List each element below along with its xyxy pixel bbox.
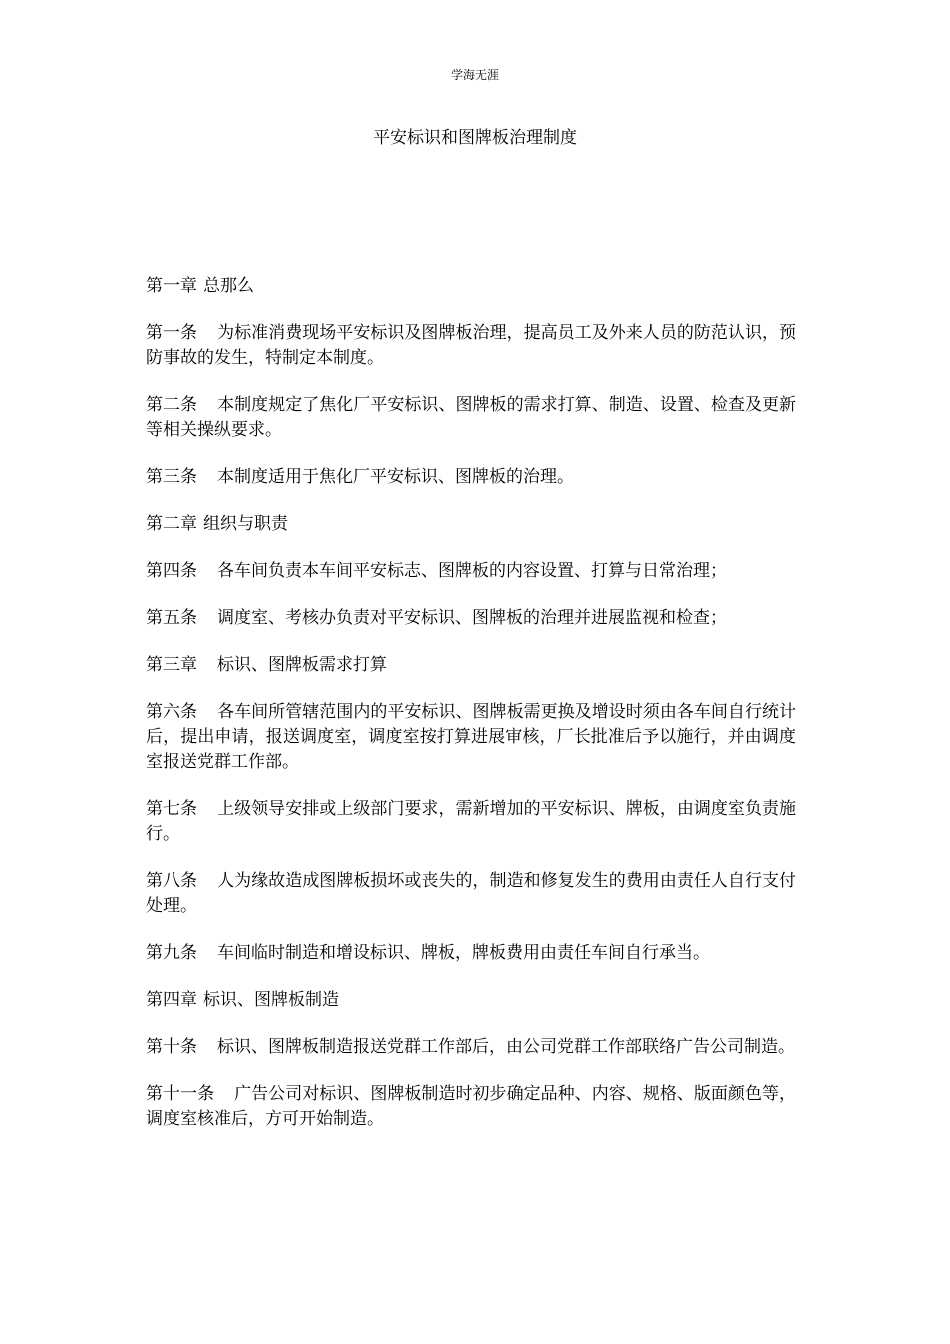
article-number: 第九条 (146, 943, 197, 963)
chapter-title: 总那么 (203, 276, 254, 296)
chapter-number: 第二章 (146, 514, 197, 534)
chapter-heading (146, 653, 796, 678)
article-text: 调度室、考核办负责对平安标识、图牌板的治理并进展监视和检查； (217, 608, 727, 628)
article-number: 第四条 (146, 561, 197, 581)
chapter-number: 第一章 (146, 276, 197, 296)
chapter-heading (146, 274, 796, 299)
article-number: 第五条 (146, 608, 197, 628)
article-number: 第六条 (146, 702, 198, 722)
article-paragraph (146, 869, 796, 919)
article-number: 第二条 (146, 395, 198, 415)
article-text: 本制度规定了焦化厂平安标识、图牌板的需求打算、制造、设置、检查及更新等相关操纵要求。 (146, 395, 797, 440)
article-text: 标识、图牌板制造报送党群工作部后，由公司党群工作部联络广告公司制造。 (217, 1037, 795, 1057)
article-paragraph (146, 465, 796, 490)
article-text: 为标准消费现场平安标识及图牌板治理，提高员工及外来人员的防范认识，预防事故的发生，特制定本制度。 (146, 323, 797, 368)
article-paragraph (146, 393, 796, 443)
article-number: 第十一条 (146, 1084, 215, 1104)
article-paragraph (146, 1082, 796, 1132)
chapter-title: 组织与职责 (203, 514, 288, 534)
article-number: 第十条 (146, 1037, 197, 1057)
article-paragraph (146, 700, 796, 775)
article-number: 第三条 (146, 467, 197, 487)
chapter-title: 标识、图牌板需求打算 (217, 655, 387, 675)
article-paragraph (146, 606, 796, 631)
page-title: 平安标识和图牌板治理制度 (373, 128, 577, 148)
article-text: 各车间所管辖范围内的平安标识、图牌板需更换及增设时须由各车间自行统计后，提出申请，报送调度室，调度室按打算进展审核，厂长批准后予以施行，并由调度室报送党群工作部。 (146, 702, 797, 772)
article-text: 本制度适用于焦化厂平安标识、图牌板的治理。 (217, 467, 574, 487)
article-paragraph (146, 1035, 796, 1060)
chapter-heading (146, 988, 796, 1013)
chapter-heading (146, 512, 796, 537)
document-body (146, 274, 796, 1154)
chapter-title: 标识、图牌板制造 (203, 990, 339, 1010)
article-paragraph (146, 941, 796, 966)
article-number: 第七条 (146, 799, 198, 819)
article-paragraph (146, 559, 796, 584)
article-text: 人为缘故造成图牌板损坏或丧失的，制造和修复发生的费用由责任人自行支付处理。 (146, 871, 797, 916)
article-number: 第一条 (146, 323, 198, 343)
article-paragraph (146, 321, 796, 371)
chapter-number: 第四章 (146, 990, 197, 1010)
running-header: 学海无涯 (450, 68, 499, 82)
article-text: 车间临时制造和增设标识、牌板，牌板费用由责任车间自行承当。 (217, 943, 710, 963)
article-text: 上级领导安排或上级部门要求，需新增加的平安标识、牌板，由调度室负责施行。 (146, 799, 797, 844)
article-number: 第八条 (146, 871, 198, 891)
article-paragraph (146, 797, 796, 847)
article-text: 各车间负责本车间平安标志、图牌板的内容设置、打算与日常治理； (217, 561, 727, 581)
chapter-number: 第三章 (146, 655, 197, 675)
article-text: 广告公司对标识、图牌板制造时初步确定品种、内容、规格、版面颜色等，调度室核准后，方可开始制造。 (146, 1084, 797, 1129)
